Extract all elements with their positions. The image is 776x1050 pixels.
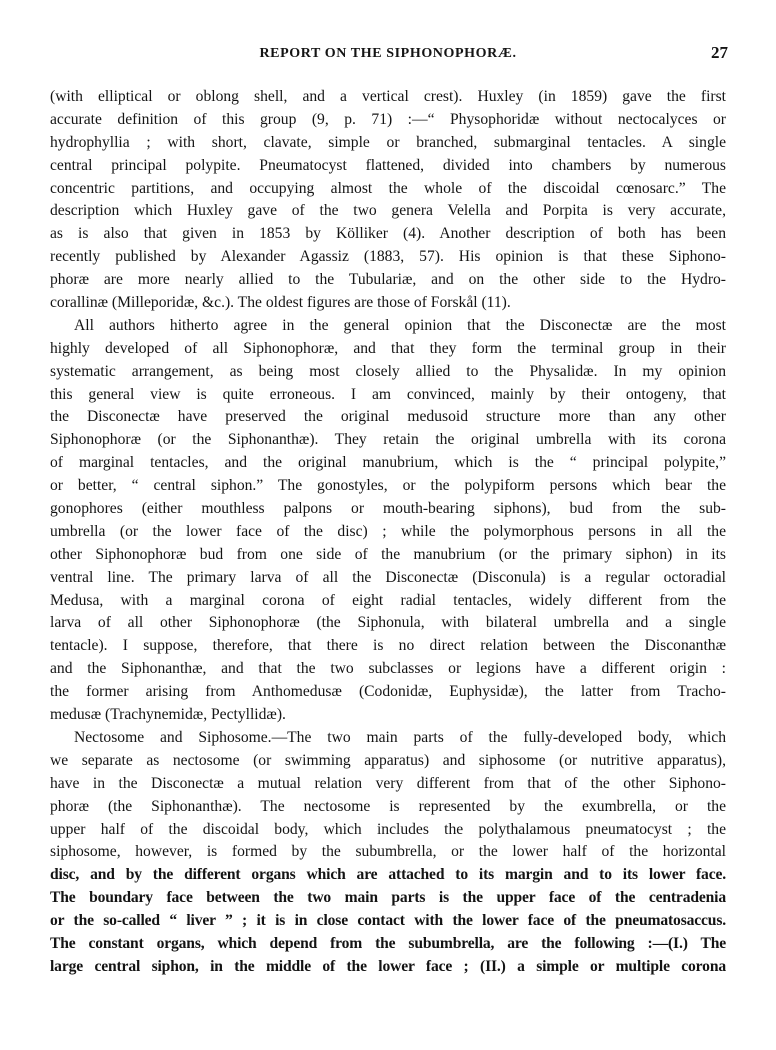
text-line: this general view is quite erroneous. I am convinced, mainly by their ontogeny, that (50, 385, 726, 403)
text-line: as is also that given in 1853 by Kölliker (4). Another description of both has been (50, 225, 726, 243)
text-line: phoræ (the Siphonanthæ). The nectosome is represented by the exumbrella, or the (50, 797, 726, 815)
heavy-print-zone (50, 864, 726, 978)
text-line: Siphonophoræ (or the Siphonanthæ). They retain the original umbrella with its corona (50, 431, 726, 449)
text-line: All authors hitherto agree in the general opinion that the Disconectæ are the most (74, 316, 726, 334)
text-line: have in the Disconectæ a mutual relation very different from that of the other Siphono- (50, 774, 726, 792)
text-line: phoræ are more nearly allied to the Tubulariæ, and on the other side to the Hydro- (50, 271, 726, 289)
text-line: larva of all other Siphonophoræ (the Siphonula, with bilateral umbrella and a single (50, 614, 726, 632)
text-line: tentacle). I suppose, therefore, that there is no direct relation between the Disconanthæ (50, 637, 726, 655)
text-line: we separate as nectosome (or swimming apparatus) and siphosome (or nutritive apparatus), (50, 751, 726, 769)
text-line: concentric partitions, and occupying almost the whole of the discoidal cœnosarc.” The (50, 179, 726, 197)
body-text (50, 86, 726, 979)
text-line: siphosome, however, is formed by the subumbrella, or the lower half of the horizontal (50, 843, 726, 861)
text-line: disc, and by the different organs which are attached to its margin and to its lower face. (50, 866, 726, 884)
page-number: 27 (711, 43, 728, 62)
running-head (0, 43, 776, 66)
text-line: other Siphonophoræ bud from one side of the manubrium (or the primary siphon) in its (50, 545, 726, 563)
text-line: medusæ (Trachynemidæ, Pectyllidæ). (50, 706, 286, 724)
text-line: the former arising from Anthomedusæ (Codonidæ, Euphysidæ), the latter from Tracho- (50, 683, 726, 701)
text-line: or the so-called “ liver ” ; it is in close contact with the lower face of the pneumatosaccus. (50, 912, 726, 930)
text-line: large central siphon, in the middle of the lower face ; (II.) a simple or multiple corona (50, 957, 726, 975)
text-line: accurate definition of this group (9, p. 71) :—“ Physophoridæ without nectocalyces or (50, 110, 726, 128)
text-line: or better, “ central siphon.” The gonostyles, or the polypiform persons which bear the (50, 477, 726, 495)
text-line: Nectosome and Siphosome.—The two main parts of the fully-developed body, which (74, 728, 726, 746)
text-line: the Disconectæ have preserved the original medusoid structure more than any other (50, 408, 726, 426)
text-line: Medusa, with a marginal corona of eight radial tentacles, widely different from the (50, 591, 726, 609)
text-line: highly developed of all Siphonophoræ, and that they form the terminal group in their (50, 339, 726, 357)
text-line: The constant organs, which depend from the subumbrella, are the following :—(I.) The (50, 934, 726, 952)
text-line: ventral line. The primary larva of all the Disconectæ (Disconula) is a regular octoradial (50, 568, 726, 586)
text-line: and the Siphonanthæ, and that the two subclasses or legions have a different origin : (50, 660, 726, 678)
text-line: of marginal tentacles, and the original manubrium, which is the “ principal polypite,” (50, 454, 726, 472)
text-line: The boundary face between the two main parts is the upper face of the centradenia (50, 889, 726, 907)
text-line: recently published by Alexander Agassiz (1883, 57). His opinion is that these Siphono- (50, 248, 726, 266)
text-line: upper half of the discoidal body, which includes the polythalamous pneumatocyst ; the (50, 820, 726, 838)
text-line: hydrophyllia ; with short, clavate, simple or branched, submarginal tentacles. A single (50, 133, 726, 151)
text-line: corallinæ (Milleporidæ, &c.). The oldest figures are those of Forskål (11). (50, 294, 511, 312)
text-line: description which Huxley gave of the two genera Velella and Porpita is very accurate, (50, 202, 726, 220)
text-line: systematic arrangement, as being most closely allied to the Physalidæ. In my opinion (50, 362, 726, 380)
text-line: (with elliptical or oblong shell, and a vertical crest). Huxley (in 1859) gave the first (50, 88, 726, 105)
text-line: umbrella (or the lower face of the disc) ; while the polymorphous persons in all the (50, 522, 726, 540)
text-line: central principal polypite. Pneumatocyst flattened, divided into chambers by numerous (50, 156, 726, 174)
running-head-title: REPORT ON THE SIPHONOPHORÆ. (259, 46, 517, 61)
text-line: gonophores (either mouthless palpons or mouth-bearing siphons), bud from the sub- (50, 500, 726, 518)
